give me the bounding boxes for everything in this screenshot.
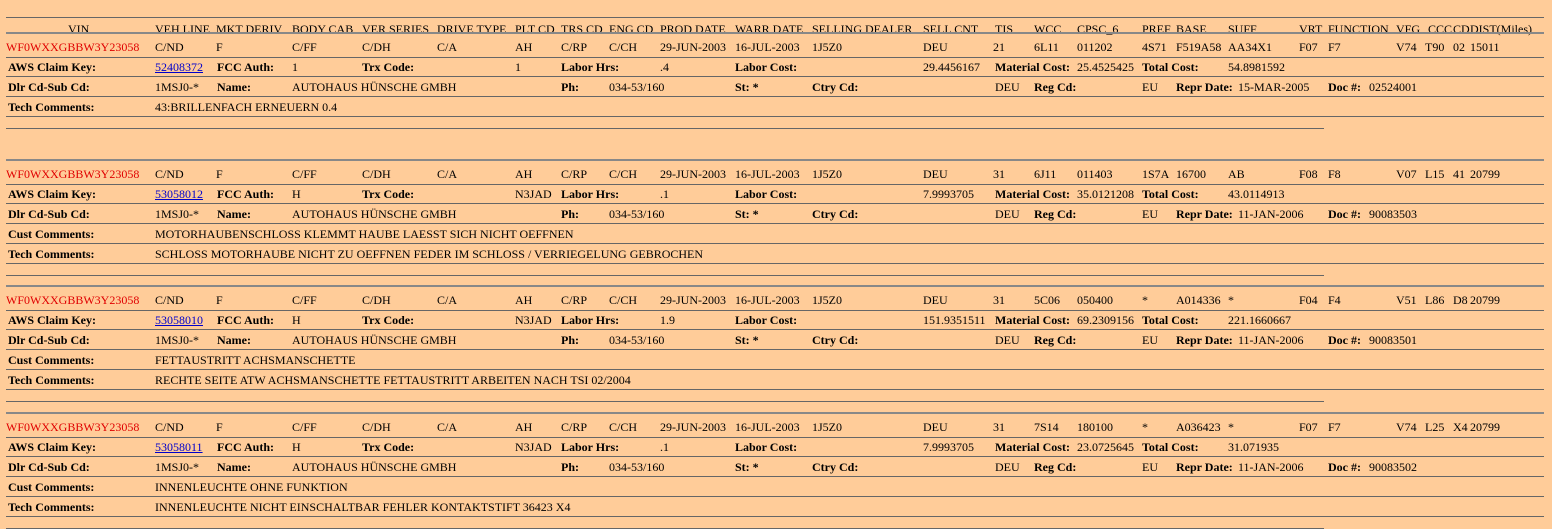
column-header-prod-date: PROD DATE bbox=[660, 22, 726, 36]
record-trs-cd: C/RP bbox=[561, 40, 588, 54]
record-selling-dealer: 1J5Z0 bbox=[812, 293, 842, 307]
record-ver-series: C/DH bbox=[362, 167, 391, 181]
claim-key-link[interactable]: 53058012 bbox=[155, 187, 203, 201]
record-selling-dealer: 1J5Z0 bbox=[812, 420, 842, 434]
record-drive-type: C/A bbox=[437, 293, 458, 307]
record-tis: 31 bbox=[993, 420, 1005, 434]
row-rule bbox=[6, 223, 1544, 224]
fcc-auth-value: H bbox=[292, 313, 301, 327]
column-header-suff: SUFF bbox=[1228, 22, 1257, 36]
total-cost-label: Total Cost: bbox=[1142, 60, 1199, 74]
record-prod-date: 29-JUN-2003 bbox=[660, 420, 726, 434]
record-wcc: 6J11 bbox=[1034, 167, 1057, 181]
dealer-name-value: AUTOHAUS HÜNSCHE GMBH bbox=[292, 80, 457, 94]
labor-hrs-label: Labor Hrs: bbox=[561, 187, 620, 201]
record-plt-cd: AH bbox=[515, 167, 533, 181]
record-warr-date: 16-JUL-2003 bbox=[735, 167, 800, 181]
record-body-cab: C/FF bbox=[292, 293, 317, 307]
record-ccc: L86 bbox=[1425, 293, 1445, 307]
record-drive-type: C/A bbox=[437, 167, 458, 181]
total-cost-value: 43.0114913 bbox=[1228, 187, 1285, 201]
row-rule bbox=[6, 516, 1544, 517]
column-header-vin: VIN bbox=[68, 22, 90, 36]
tech-comments-value: 43:BRILLENFACH ERNEUERN 0.4 bbox=[155, 100, 338, 114]
row-rule bbox=[6, 76, 1544, 77]
record-suff: * bbox=[1228, 420, 1234, 434]
record-pref: 4S71 bbox=[1142, 40, 1167, 54]
row-rule bbox=[6, 184, 1544, 185]
ctry-cd-label: Ctry Cd: bbox=[812, 333, 859, 347]
fcc-auth-value: H bbox=[292, 440, 301, 454]
reg-cd-label: Reg Cd: bbox=[1034, 333, 1077, 347]
column-header-mkt-deriv: MKT DERIV bbox=[216, 22, 283, 36]
record-body-cab: C/FF bbox=[292, 167, 317, 181]
record-dist: 20799 bbox=[1470, 420, 1500, 434]
record-warr-date: 16-JUL-2003 bbox=[735, 293, 800, 307]
repr-date-label: Repr Date: bbox=[1176, 207, 1233, 221]
record-warr-date: 16-JUL-2003 bbox=[735, 420, 800, 434]
record-cd: 02 bbox=[1453, 40, 1465, 54]
record-suff: AA34X1 bbox=[1228, 40, 1272, 54]
doc-value: 90083502 bbox=[1369, 460, 1417, 474]
st-label: St: * bbox=[735, 207, 759, 221]
record-function: F8 bbox=[1328, 167, 1341, 181]
record-ver-series: C/DH bbox=[362, 293, 391, 307]
record-pref: * bbox=[1142, 293, 1148, 307]
column-header-plt-cd: PLT CD bbox=[515, 22, 555, 36]
phone-value: 034-53/160 bbox=[609, 333, 665, 347]
record-divider bbox=[6, 412, 1544, 414]
doc-value: 02524001 bbox=[1369, 80, 1417, 94]
column-header-ver-series: VER SERIES bbox=[362, 22, 430, 36]
record-dist: 20799 bbox=[1470, 293, 1500, 307]
labor-cost-value: 7.9993705 bbox=[923, 440, 974, 454]
tech-comments-label: Tech Comments: bbox=[8, 100, 95, 114]
record-drive-type: C/A bbox=[437, 420, 458, 434]
aws-claim-key-label: AWS Claim Key: bbox=[8, 60, 96, 74]
labor-hrs-value: .1 bbox=[660, 440, 669, 454]
row-rule bbox=[6, 476, 1544, 477]
row-rule bbox=[6, 243, 1544, 244]
trx-code-value: N3JAD bbox=[515, 440, 552, 454]
record-wcc: 6L11 bbox=[1034, 40, 1059, 54]
record-cd: 41 bbox=[1453, 167, 1465, 181]
repr-date-value: 11-JAN-2006 bbox=[1238, 460, 1304, 474]
record-body-cab: C/FF bbox=[292, 40, 317, 54]
record-base: F519A58 bbox=[1176, 40, 1222, 54]
total-cost-value: 31.071935 bbox=[1228, 440, 1279, 454]
record-cd: D8 bbox=[1453, 293, 1468, 307]
column-header-pref: PREF bbox=[1142, 22, 1171, 36]
record-ver-series: C/DH bbox=[362, 420, 391, 434]
record-eng-cd: C/CH bbox=[609, 420, 638, 434]
record-veh-line: C/ND bbox=[155, 293, 184, 307]
cust-comments-label: Cust Comments: bbox=[8, 480, 95, 494]
row-rule bbox=[6, 369, 1544, 370]
st-label: St: * bbox=[735, 460, 759, 474]
row-rule bbox=[6, 496, 1544, 497]
row-rule bbox=[6, 96, 1544, 97]
record-sell-cnt: DEU bbox=[923, 420, 948, 434]
record-vrt: F04 bbox=[1299, 293, 1318, 307]
record-cpsc: 011403 bbox=[1077, 167, 1113, 181]
record-sell-cnt: DEU bbox=[923, 293, 948, 307]
material-cost-value: 35.0121208 bbox=[1077, 187, 1134, 201]
record-sell-cnt: DEU bbox=[923, 40, 948, 54]
record-suff: * bbox=[1228, 293, 1234, 307]
reg-cd-value: EU bbox=[1142, 460, 1158, 474]
row-rule bbox=[6, 57, 1544, 58]
material-cost-label: Material Cost: bbox=[995, 60, 1070, 74]
name-label: Name: bbox=[217, 333, 251, 347]
column-header-veh-line: VEH LINE bbox=[155, 22, 210, 36]
labor-hrs-value: .1 bbox=[660, 187, 669, 201]
column-header-selling-dealer: SELLING DEALER bbox=[812, 22, 913, 36]
labor-cost-label: Labor Cost: bbox=[735, 60, 798, 74]
tech-comments-value: INNENLEUCHTE NICHT EINSCHALTBAR FEHLER KONTAKTSTIFT 36423 X4 bbox=[155, 500, 571, 514]
ctry-cd-value: DEU bbox=[995, 80, 1020, 94]
record-tis: 31 bbox=[993, 293, 1005, 307]
column-header-wcc: WCC bbox=[1034, 22, 1062, 36]
record-vin: WF0WXXGBBW3Y23058 bbox=[6, 40, 140, 54]
record-vin: WF0WXXGBBW3Y23058 bbox=[6, 167, 140, 181]
ctry-cd-value: DEU bbox=[995, 460, 1020, 474]
record-prod-date: 29-JUN-2003 bbox=[660, 40, 726, 54]
record-selling-dealer: 1J5Z0 bbox=[812, 40, 842, 54]
reg-cd-label: Reg Cd: bbox=[1034, 460, 1077, 474]
record-ver-series: C/DH bbox=[362, 40, 391, 54]
total-cost-label: Total Cost: bbox=[1142, 440, 1199, 454]
cust-comments-value: INNENLEUCHTE OHNE FUNKTION bbox=[155, 480, 348, 494]
record-vfg: V74 bbox=[1396, 40, 1417, 54]
labor-hrs-label: Labor Hrs: bbox=[561, 313, 620, 327]
ctry-cd-label: Ctry Cd: bbox=[812, 80, 859, 94]
record-plt-cd: AH bbox=[515, 420, 533, 434]
column-header-sell-cnt: SELL CNT bbox=[923, 22, 979, 36]
record-end-rule bbox=[6, 401, 1324, 402]
name-label: Name: bbox=[217, 80, 251, 94]
record-cpsc: 050400 bbox=[1077, 293, 1113, 307]
ctry-cd-label: Ctry Cd: bbox=[812, 460, 859, 474]
labor-hrs-value: 1.9 bbox=[660, 313, 675, 327]
column-header-cd: CD bbox=[1453, 22, 1470, 36]
aws-claim-key-label: AWS Claim Key: bbox=[8, 313, 96, 327]
record-wcc: 7S14 bbox=[1034, 420, 1059, 434]
repr-date-value: 15-MAR-2005 bbox=[1238, 80, 1310, 94]
record-cd: X4 bbox=[1453, 420, 1468, 434]
doc-label: Doc #: bbox=[1328, 333, 1361, 347]
record-vfg: V74 bbox=[1396, 420, 1417, 434]
record-veh-line: C/ND bbox=[155, 420, 184, 434]
dealer-name-value: AUTOHAUS HÜNSCHE GMBH bbox=[292, 333, 457, 347]
material-cost-label: Material Cost: bbox=[995, 187, 1070, 201]
labor-hrs-label: Labor Hrs: bbox=[561, 440, 620, 454]
doc-label: Doc #: bbox=[1328, 460, 1361, 474]
record-divider bbox=[6, 159, 1544, 161]
doc-value: 90083503 bbox=[1369, 207, 1417, 221]
record-warr-date: 16-JUL-2003 bbox=[735, 40, 800, 54]
row-rule bbox=[6, 456, 1544, 457]
dlr-cd-sub-cd-value: 1MSJ0-* bbox=[155, 80, 200, 94]
doc-label: Doc #: bbox=[1328, 80, 1361, 94]
labor-hrs-value: .4 bbox=[660, 60, 669, 74]
tech-comments-label: Tech Comments: bbox=[8, 500, 95, 514]
trx-code-value: 1 bbox=[515, 60, 521, 74]
column-header-tis: TIS bbox=[995, 22, 1013, 36]
column-header-body-cab: BODY CAB bbox=[292, 22, 354, 36]
record-mkt-deriv: F bbox=[216, 40, 223, 54]
dealer-name-value: AUTOHAUS HÜNSCHE GMBH bbox=[292, 207, 457, 221]
ph-label: Ph: bbox=[561, 207, 579, 221]
trx-code-value: N3JAD bbox=[515, 313, 552, 327]
dlr-cd-sub-cd-label: Dlr Cd-Sub Cd: bbox=[8, 80, 90, 94]
row-rule bbox=[6, 116, 1544, 117]
total-cost-value: 221.1660667 bbox=[1228, 313, 1291, 327]
fcc-auth-label: FCC Auth: bbox=[217, 313, 275, 327]
row-rule bbox=[6, 329, 1544, 330]
ph-label: Ph: bbox=[561, 460, 579, 474]
total-cost-label: Total Cost: bbox=[1142, 187, 1199, 201]
record-suff: AB bbox=[1228, 167, 1245, 181]
record-vfg: V07 bbox=[1396, 167, 1417, 181]
ctry-cd-value: DEU bbox=[995, 333, 1020, 347]
dealer-name-value: AUTOHAUS HÜNSCHE GMBH bbox=[292, 460, 457, 474]
name-label: Name: bbox=[217, 460, 251, 474]
tech-comments-value: RECHTE SEITE ATW ACHSMANSCHETTE FETTAUSTRITT ARBEITEN NACH TSI 02/2004 bbox=[155, 373, 631, 387]
column-header-cpsc: CPSC_6 bbox=[1077, 22, 1119, 36]
record-mkt-deriv: F bbox=[216, 167, 223, 181]
column-header-base: BASE bbox=[1176, 22, 1207, 36]
claim-key-link[interactable]: 52408372 bbox=[155, 60, 203, 74]
row-rule bbox=[6, 310, 1544, 311]
record-mkt-deriv: F bbox=[216, 420, 223, 434]
record-wcc: 5C06 bbox=[1034, 293, 1061, 307]
record-vin: WF0WXXGBBW3Y23058 bbox=[6, 420, 140, 434]
record-dist: 20799 bbox=[1470, 167, 1500, 181]
reg-cd-label: Reg Cd: bbox=[1034, 80, 1077, 94]
record-eng-cd: C/CH bbox=[609, 293, 638, 307]
reg-cd-value: EU bbox=[1142, 333, 1158, 347]
record-veh-line: C/ND bbox=[155, 167, 184, 181]
record-ccc: L15 bbox=[1425, 167, 1445, 181]
record-cpsc: 011202 bbox=[1077, 40, 1113, 54]
column-header-vrt: VRT bbox=[1299, 22, 1323, 36]
dlr-cd-sub-cd-value: 1MSJ0-* bbox=[155, 333, 200, 347]
tech-comments-label: Tech Comments: bbox=[8, 247, 95, 261]
fcc-auth-label: FCC Auth: bbox=[217, 440, 275, 454]
fcc-auth-label: FCC Auth: bbox=[217, 60, 275, 74]
record-plt-cd: AH bbox=[515, 293, 533, 307]
tech-comments-label: Tech Comments: bbox=[8, 373, 95, 387]
dlr-cd-sub-cd-value: 1MSJ0-* bbox=[155, 207, 200, 221]
labor-cost-label: Labor Cost: bbox=[735, 313, 798, 327]
record-dist: 15011 bbox=[1470, 40, 1500, 54]
cust-comments-label: Cust Comments: bbox=[8, 353, 95, 367]
record-function: F7 bbox=[1328, 420, 1341, 434]
dlr-cd-sub-cd-label: Dlr Cd-Sub Cd: bbox=[8, 207, 90, 221]
record-divider bbox=[6, 285, 1544, 287]
material-cost-value: 23.0725645 bbox=[1077, 440, 1134, 454]
ctry-cd-value: DEU bbox=[995, 207, 1020, 221]
record-tis: 21 bbox=[993, 40, 1005, 54]
column-header-ccc: CCC bbox=[1428, 22, 1453, 36]
fcc-auth-value: H bbox=[292, 187, 301, 201]
cust-comments-value: MOTORHAUBENSCHLOSS KLEMMT HAUBE LAESST SICH NICHT OEFFNEN bbox=[155, 227, 574, 241]
repr-date-value: 11-JAN-2006 bbox=[1238, 207, 1304, 221]
fcc-auth-label: FCC Auth: bbox=[217, 187, 275, 201]
record-pref: 1S7A bbox=[1142, 167, 1170, 181]
trx-code-label: Trx Code: bbox=[362, 187, 415, 201]
doc-value: 90083501 bbox=[1369, 333, 1417, 347]
row-rule bbox=[6, 349, 1544, 350]
record-vin: WF0WXXGBBW3Y23058 bbox=[6, 293, 140, 307]
labor-cost-label: Labor Cost: bbox=[735, 187, 798, 201]
st-label: St: * bbox=[735, 80, 759, 94]
dlr-cd-sub-cd-value: 1MSJ0-* bbox=[155, 460, 200, 474]
record-eng-cd: C/CH bbox=[609, 167, 638, 181]
ctry-cd-label: Ctry Cd: bbox=[812, 207, 859, 221]
material-cost-label: Material Cost: bbox=[995, 313, 1070, 327]
record-function: F4 bbox=[1328, 293, 1341, 307]
labor-cost-value: 151.9351511 bbox=[923, 313, 986, 327]
record-selling-dealer: 1J5Z0 bbox=[812, 167, 842, 181]
labor-hrs-label: Labor Hrs: bbox=[561, 60, 620, 74]
column-header-function: FUNCTION bbox=[1328, 22, 1389, 36]
material-cost-value: 25.4525425 bbox=[1077, 60, 1134, 74]
record-vrt: F08 bbox=[1299, 167, 1318, 181]
total-cost-label: Total Cost: bbox=[1142, 313, 1199, 327]
reg-cd-value: EU bbox=[1142, 207, 1158, 221]
record-trs-cd: C/RP bbox=[561, 167, 588, 181]
trx-code-label: Trx Code: bbox=[362, 440, 415, 454]
phone-value: 034-53/160 bbox=[609, 460, 665, 474]
record-trs-cd: C/RP bbox=[561, 420, 588, 434]
repr-date-label: Repr Date: bbox=[1176, 333, 1233, 347]
row-rule bbox=[6, 263, 1544, 264]
material-cost-label: Material Cost: bbox=[995, 440, 1070, 454]
record-prod-date: 29-JUN-2003 bbox=[660, 167, 726, 181]
repr-date-label: Repr Date: bbox=[1176, 80, 1233, 94]
record-function: F7 bbox=[1328, 40, 1341, 54]
fcc-auth-value: 1 bbox=[292, 60, 298, 74]
record-cpsc: 180100 bbox=[1077, 420, 1113, 434]
tech-comments-value: SCHLOSS MOTORHAUBE NICHT ZU OEFFNEN FEDER IM SCHLOSS / VERRIEGELUNG GEBROCHEN bbox=[155, 247, 704, 261]
material-cost-value: 69.2309156 bbox=[1077, 313, 1134, 327]
record-vrt: F07 bbox=[1299, 40, 1318, 54]
ph-label: Ph: bbox=[561, 333, 579, 347]
trx-code-label: Trx Code: bbox=[362, 313, 415, 327]
cust-comments-label: Cust Comments: bbox=[8, 227, 95, 241]
column-header-dist: DIST(Miles) bbox=[1470, 22, 1532, 36]
name-label: Name: bbox=[217, 207, 251, 221]
record-drive-type: C/A bbox=[437, 40, 458, 54]
claim-key-link[interactable]: 53058010 bbox=[155, 313, 203, 327]
dlr-cd-sub-cd-label: Dlr Cd-Sub Cd: bbox=[8, 333, 90, 347]
record-vrt: F07 bbox=[1299, 420, 1318, 434]
trx-code-value: N3JAD bbox=[515, 187, 552, 201]
header-top-rule bbox=[6, 17, 1544, 18]
labor-cost-value: 7.9993705 bbox=[923, 187, 974, 201]
column-header-vfg: VFG bbox=[1396, 22, 1421, 36]
record-ccc: T90 bbox=[1425, 40, 1445, 54]
column-header-drive-type: DRIVE TYPE bbox=[437, 22, 507, 36]
record-base: 16700 bbox=[1176, 167, 1206, 181]
record-vfg: V51 bbox=[1396, 293, 1417, 307]
record-veh-line: C/ND bbox=[155, 40, 184, 54]
record-mkt-deriv: F bbox=[216, 293, 223, 307]
reg-cd-value: EU bbox=[1142, 80, 1158, 94]
phone-value: 034-53/160 bbox=[609, 80, 665, 94]
record-end-rule bbox=[6, 275, 1324, 276]
record-trs-cd: C/RP bbox=[561, 293, 588, 307]
trx-code-label: Trx Code: bbox=[362, 60, 415, 74]
record-plt-cd: AH bbox=[515, 40, 533, 54]
cust-comments-value: FETTAUSTRITT ACHSMANSCHETTE bbox=[155, 353, 356, 367]
reg-cd-label: Reg Cd: bbox=[1034, 207, 1077, 221]
record-body-cab: C/FF bbox=[292, 420, 317, 434]
record-base: A014336 bbox=[1176, 293, 1221, 307]
repr-date-value: 11-JAN-2006 bbox=[1238, 333, 1304, 347]
aws-claim-key-label: AWS Claim Key: bbox=[8, 187, 96, 201]
dlr-cd-sub-cd-label: Dlr Cd-Sub Cd: bbox=[8, 460, 90, 474]
row-rule bbox=[6, 203, 1544, 204]
total-cost-value: 54.8981592 bbox=[1228, 60, 1285, 74]
record-divider bbox=[6, 32, 1544, 34]
record-base: A036423 bbox=[1176, 420, 1221, 434]
record-eng-cd: C/CH bbox=[609, 40, 638, 54]
labor-cost-value: 29.4456167 bbox=[923, 60, 980, 74]
phone-value: 034-53/160 bbox=[609, 207, 665, 221]
record-pref: * bbox=[1142, 420, 1148, 434]
row-rule bbox=[6, 437, 1544, 438]
record-end-rule bbox=[6, 128, 1324, 129]
record-prod-date: 29-JUN-2003 bbox=[660, 293, 726, 307]
repr-date-label: Repr Date: bbox=[1176, 460, 1233, 474]
column-header-eng-cd: ENG CD bbox=[609, 22, 654, 36]
record-sell-cnt: DEU bbox=[923, 167, 948, 181]
aws-claim-key-label: AWS Claim Key: bbox=[8, 440, 96, 454]
column-header-trs-cd: TRS CD bbox=[561, 22, 603, 36]
record-tis: 31 bbox=[993, 167, 1005, 181]
ph-label: Ph: bbox=[561, 80, 579, 94]
column-header-warr-date: WARR DATE bbox=[735, 22, 804, 36]
labor-cost-label: Labor Cost: bbox=[735, 440, 798, 454]
doc-label: Doc #: bbox=[1328, 207, 1361, 221]
record-ccc: L25 bbox=[1425, 420, 1445, 434]
st-label: St: * bbox=[735, 333, 759, 347]
claim-key-link[interactable]: 53058011 bbox=[155, 440, 203, 454]
row-rule bbox=[6, 389, 1544, 390]
